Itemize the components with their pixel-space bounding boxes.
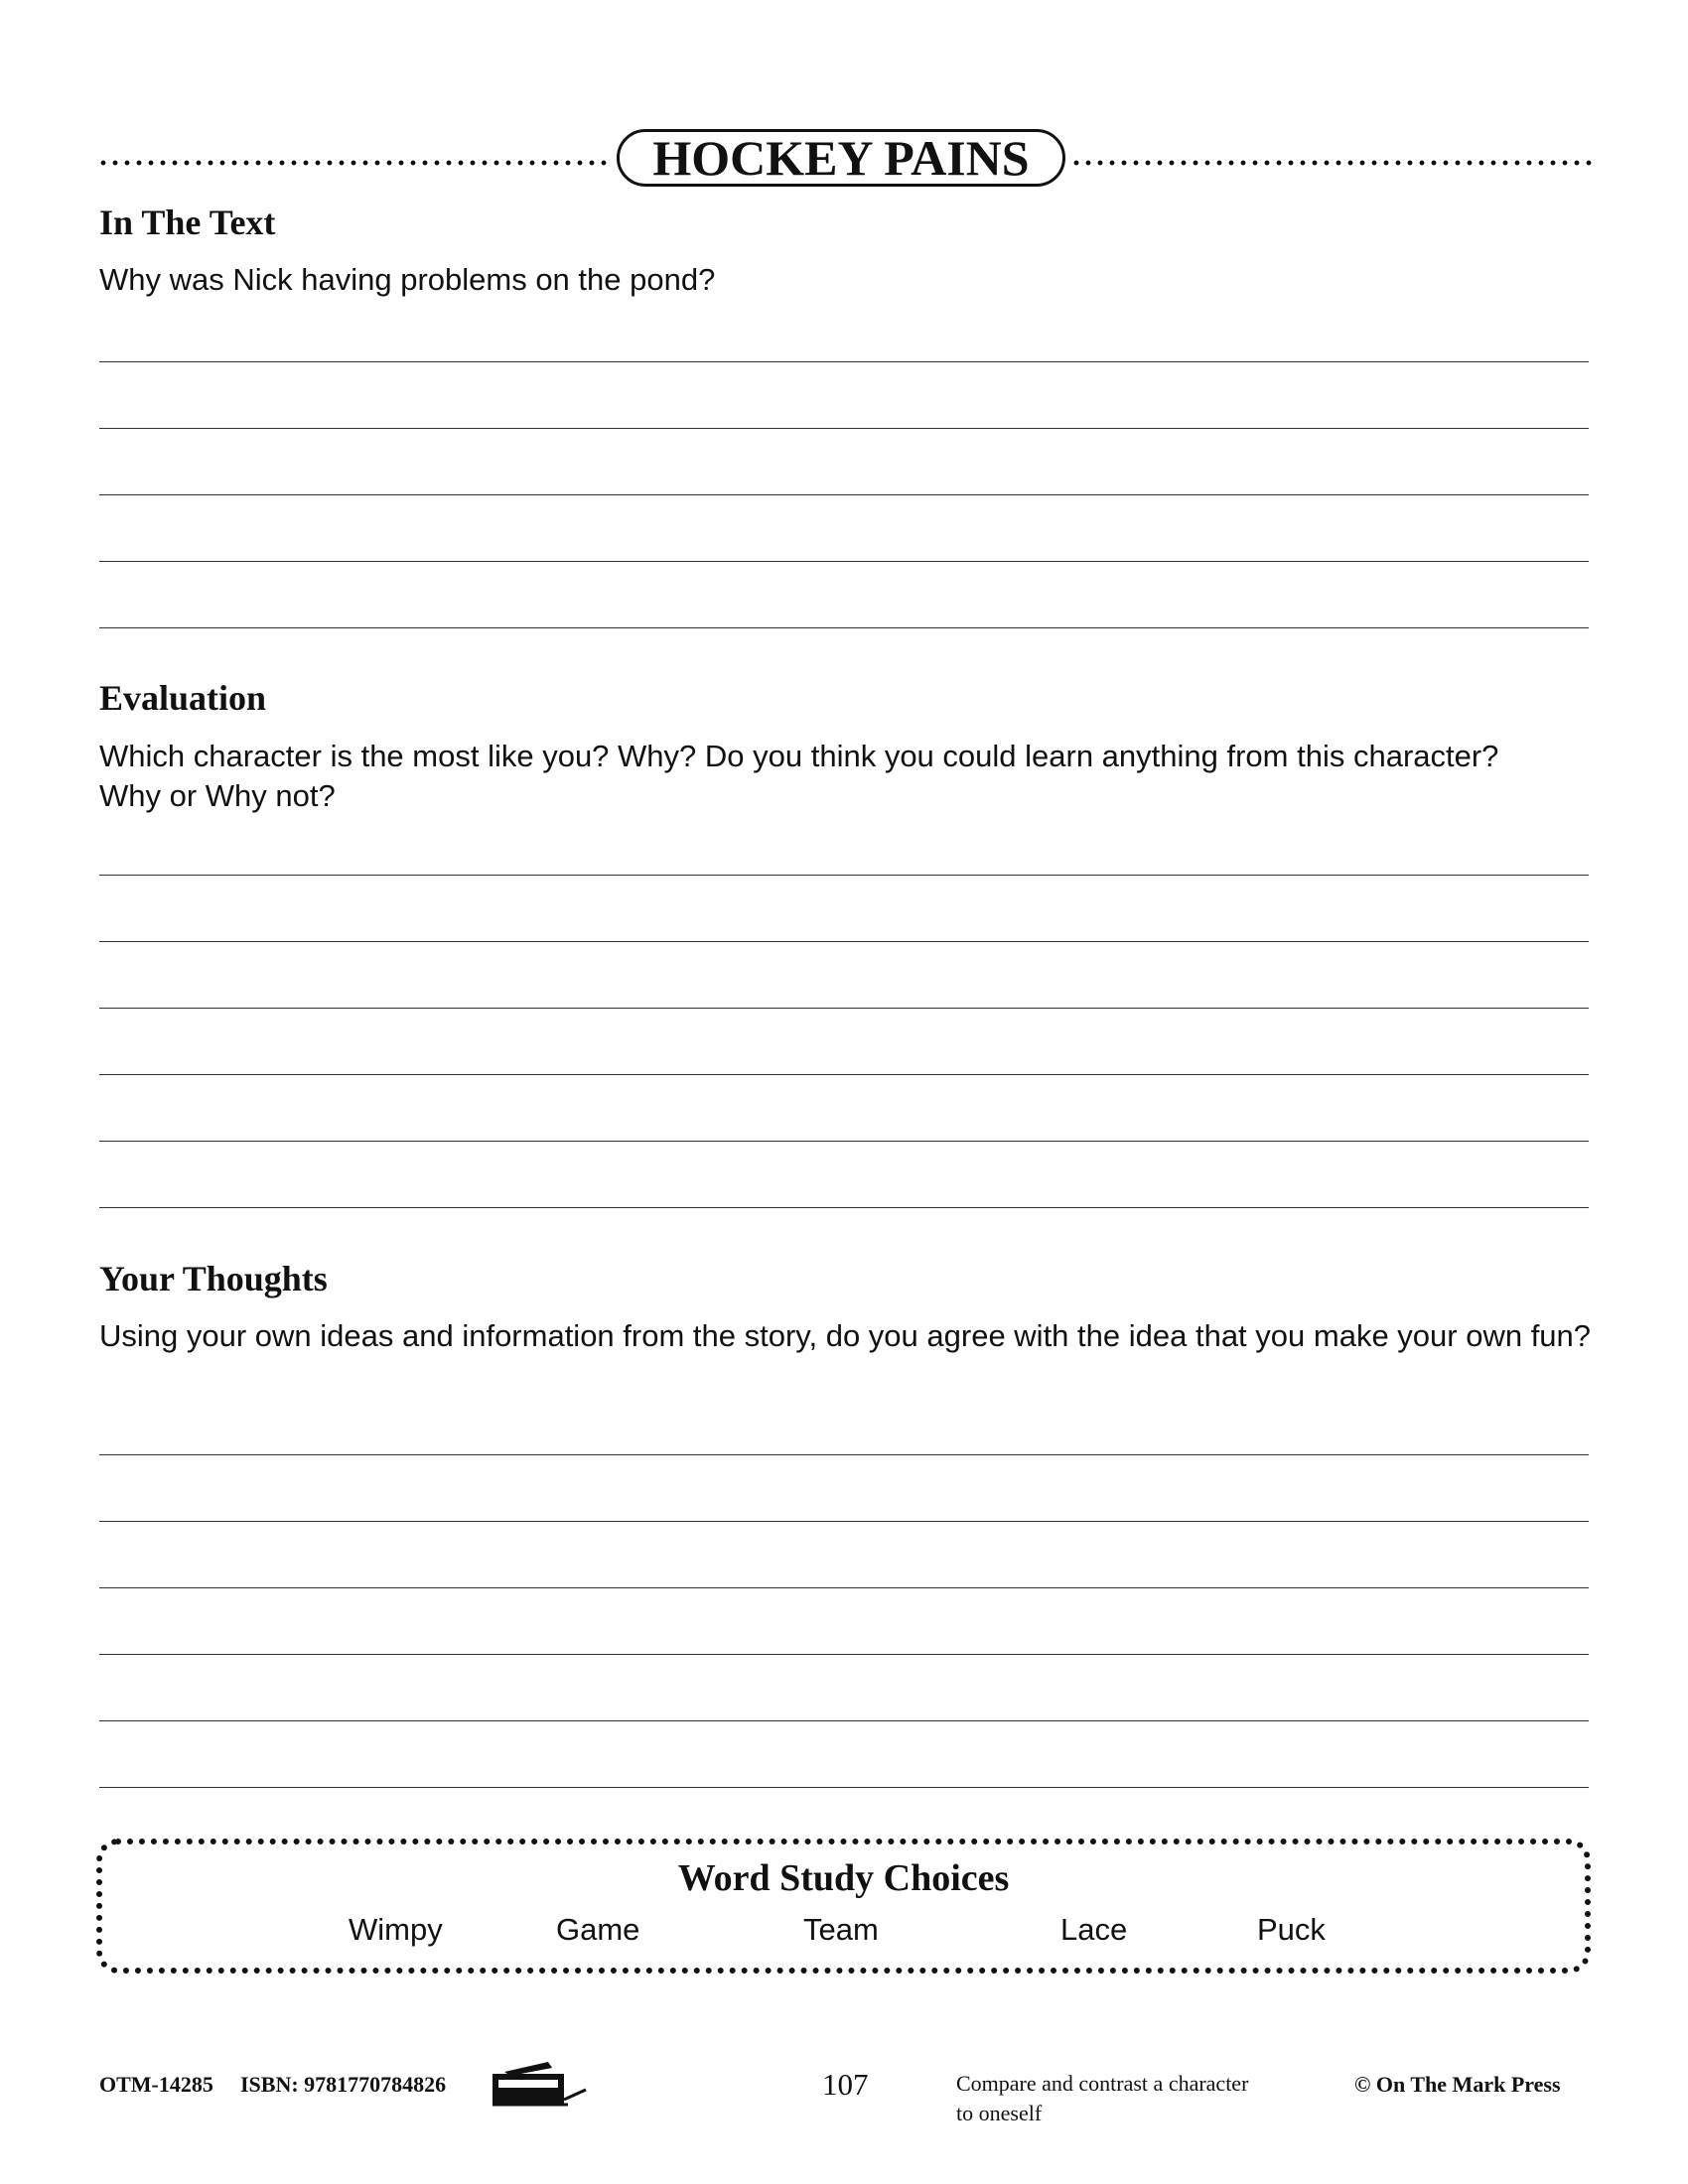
answer-line[interactable] (99, 494, 1589, 495)
section-prompt-evaluation: Which character is the most like you? Why? Do you think you could learn anything from this character? Why or Why not? (99, 739, 1499, 813)
page-title: HOCKEY PAINS (617, 129, 1065, 187)
word-study-box (96, 1839, 1591, 1974)
word-choice: Wimpy (349, 1912, 443, 1947)
section-heading-evaluation: Evaluation (99, 678, 267, 718)
answer-line[interactable] (99, 561, 1589, 562)
answer-line[interactable] (99, 1008, 1589, 1009)
footer-copyright: © On The Mark Press (1354, 2072, 1561, 2097)
footer-code: OTM-14285 (99, 2072, 213, 2097)
answer-line[interactable] (99, 1720, 1589, 1721)
section-prompt-your-thoughts: Using your own ideas and information from the story, do you agree with the idea that you make your own fun? (99, 1318, 1592, 1353)
answer-line[interactable] (99, 1074, 1589, 1075)
word-choice: Lace (1060, 1912, 1128, 1947)
answer-line[interactable] (99, 627, 1589, 628)
answer-line[interactable] (99, 1521, 1589, 1522)
answer-line[interactable] (99, 1587, 1589, 1588)
title-dots-right (1070, 159, 1593, 167)
word-choice: Team (803, 1912, 879, 1947)
section-prompt-in-the-text: Why was Nick having problems on the pond? (99, 262, 716, 297)
page-number: 107 (822, 2067, 869, 2102)
answer-line[interactable] (99, 1141, 1589, 1142)
section-heading-your-thoughts: Your Thoughts (99, 1259, 328, 1298)
title-dots-left (97, 159, 612, 167)
word-choice: Puck (1257, 1912, 1326, 1947)
word-study-title: Word Study Choices (677, 1857, 1010, 1899)
answer-line[interactable] (99, 875, 1589, 876)
footer-description: Compare and contrast a character to oneself (956, 2071, 1249, 2125)
word-choice: Game (556, 1912, 640, 1947)
copier-icon (491, 2060, 590, 2108)
answer-line[interactable] (99, 1207, 1589, 1208)
title-row (97, 127, 1593, 195)
answer-line[interactable] (99, 941, 1589, 942)
footer-isbn: ISBN: 9781770784826 (240, 2072, 447, 2097)
answer-line[interactable] (99, 1787, 1589, 1788)
answer-line[interactable] (99, 361, 1589, 362)
answer-line[interactable] (99, 1654, 1589, 1655)
section-heading-in-the-text: In The Text (99, 203, 276, 242)
answer-line[interactable] (99, 1454, 1589, 1455)
answer-line[interactable] (99, 428, 1589, 429)
